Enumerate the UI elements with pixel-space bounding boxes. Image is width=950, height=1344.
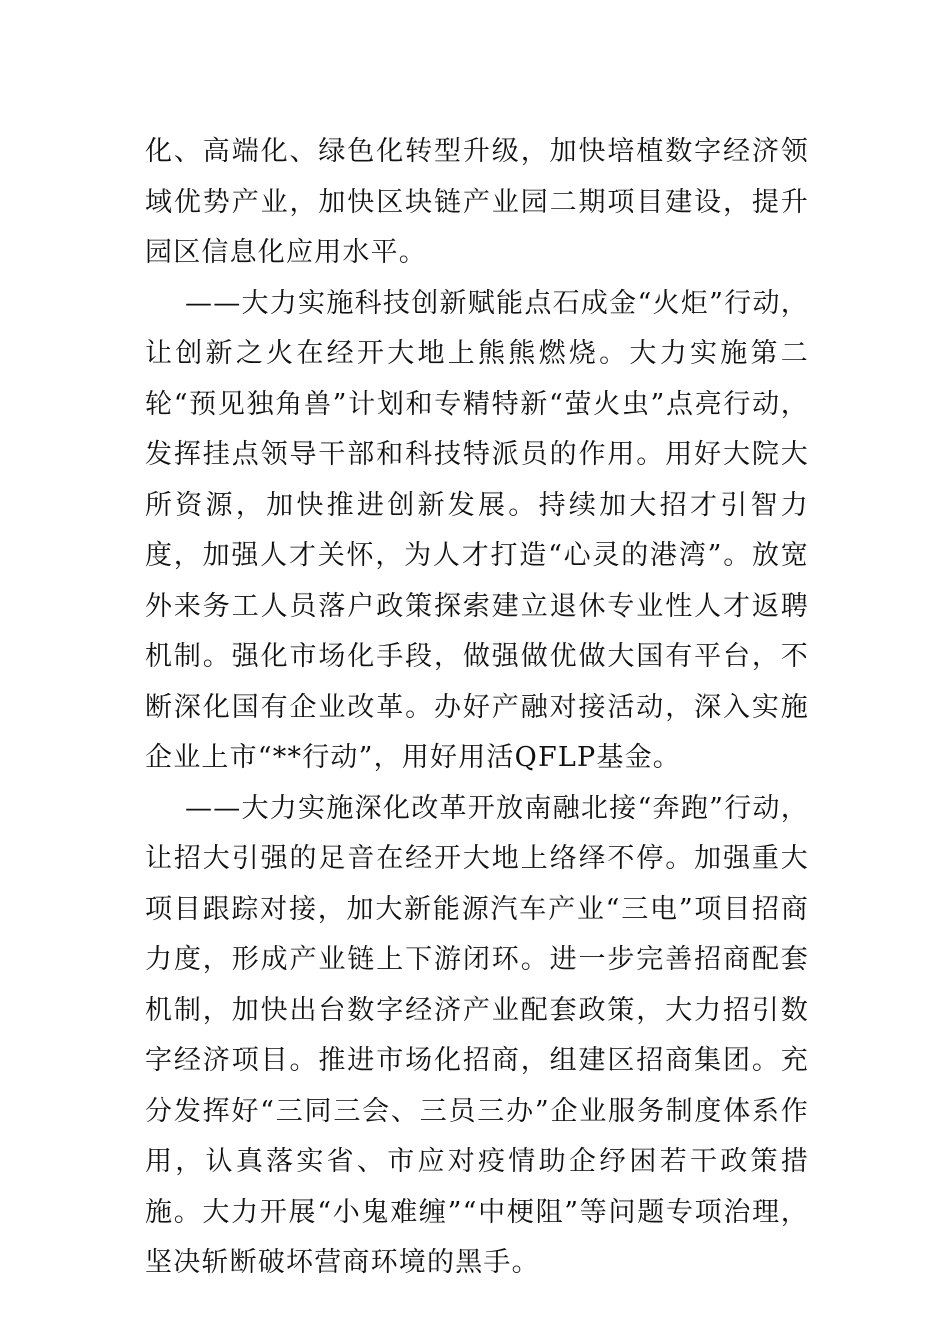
paragraph-innovation-torch-action: ——大力实施科技创新赋能点石成金“火炬”行动，让创新之火在经开大地上熊熊燃烧。大力实施第二轮“预见独角兽”计划和专精特新“萤火虫”点亮行动，发挥挂点领导干部和科技特派员的作用。用好大院大所资源，加快推进创新发展。持续加大招才引智力度，加强人才关怀，为人才打造“心灵的港湾”。放宽外来务工人员落户政策探索建立退休专业性人才返聘机制。强化市场化手段，做强做优做大国有平台，不断深化国有企业改革。办好产融对接活动，深入实施企业上市“**行动”，用好用活QFLP基金。 xyxy=(145,287,809,773)
paragraph-continuation: 化、高端化、绿色化转型升级，加快培植数字经济领域优势产业，加快区块链产业园二期项目建设，提升园区信息化应用水平。 xyxy=(145,136,809,268)
paragraph-reform-opening-action: ——大力实施深化改革开放南融北接“奔跑”行动，让招大引强的足音在经开大地上络绎不停。加强重大项目跟踪对接，加大新能源汽车产业“三电”项目招商力度，形成产业链上下游闭环。进一步完善招商配套机制，加快出台数字经济产业配套政策，大力招引数字经济项目。推进市场化招商，组建区招商集团。充分发挥好“三同三会、三员三办”企业服务制度体系作用，认真落实省、市应对疫情助企纾困若干政策措施。大力开展“小鬼难缠”“中梗阻”等问题专项治理，坚决斩断破坏营商环境的黑手。 xyxy=(145,792,809,1278)
document-body xyxy=(145,127,809,1289)
